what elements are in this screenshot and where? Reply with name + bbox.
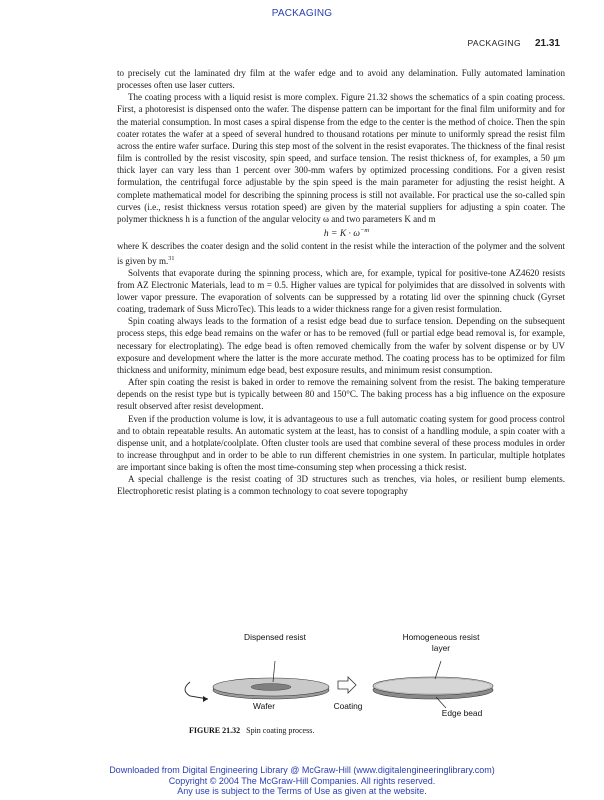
paragraph-3-text: where K describes the coater design and the solid content in the resist while the interaction of the polymer and the solvent is given by m.: [117, 241, 565, 266]
wafer-left: [213, 678, 329, 699]
spin-coating-figure: [178, 628, 508, 723]
rotation-arrowhead: [203, 696, 208, 702]
paragraph-7: Even if the production volume is low, it is advantageous to use a full automatic coating system for good process control and to obtain repeatable results. An automatic system at the least, has to consist of a handling module, a spin coater with a dispense unit, and a hotplate/coolplate. Often cluster tools are used that combine several of these process modules in order to increase throughput and in order to be able to run different chemistries in one system. In particular, multiple hotplates are important since baking is often the most time-consuming step when processing a thick resist.: [117, 413, 565, 473]
homogeneous-pointer: [435, 661, 441, 679]
paragraph-4: Solvents that evaporate during the spinning process, which are, for example, typical for positive-tone AZ4620 resists from AZ Electronic Materials, lead to m = 0.5. Higher values are typical for polyimides that are dissolved in solvents with lower vapor pressure. The evaporation of solvents can be suppressed by a rotating lid over the spinning chuck (Gyrset coating, trademark of Suss MicroTec). This leads to a wider thickness range for a given resist formulation.: [117, 267, 565, 315]
running-head-section: PACKAGING: [467, 38, 521, 48]
paragraph-8: A special challenge is the resist coating of 3D structures such as trenches, via holes, or resilient bump elements. Electrophoretic resist plating is a common technology to coat severe topography: [117, 474, 565, 497]
label-edge-bead: Edge bead: [441, 708, 483, 718]
rotation-arrow: [185, 682, 208, 699]
dispensed-resist-puddle: [251, 684, 291, 691]
figure-caption-text: Spin coating process.: [246, 726, 315, 735]
copyright-footer: [0, 765, 604, 797]
footnote-ref: 31: [168, 254, 175, 262]
paragraph-3: [117, 240, 565, 266]
thickness-equation: [117, 225, 565, 240]
process-arrow-icon: [338, 677, 356, 693]
paragraph-5: Spin coating always leads to the formation of a resist edge bead due to surface tension. Depending on the subsequent process steps, this edge bead remains on the wafer or has to be removed (full or partial edge bead removal is, for example, necessary for electroplating). The edge bead is often removed chemically from the wafer by solvent dispense or by UV exposure and development where the latter is the more accurate method. The coating process has to be optimized for film thickness and uniformity, minimum edge bead, best exposure results, and minimum resist consumption.: [117, 316, 565, 375]
running-head: [467, 38, 560, 49]
label-coating: Coating: [333, 701, 363, 711]
figure-number: FIGURE 21.32: [189, 726, 241, 735]
paragraph-6: After spin coating the resist is baked in order to remove the remaining solvent from the resist. The baking temperature depends on the resist type but is typically between 80 and 150°C. The baking process has a big influence on the exposure result observed after resist development.: [117, 377, 565, 412]
wafer-right: [373, 677, 493, 699]
paragraph-2: The coating process with a liquid resist is more complex. Figure 21.32 shows the schematics of a spin coating process. First, a photoresist is dispensed onto the wafer. The dispense pattern can be important for the final film uniformity and for the material consumption. In most cases a spiral dispense from the edge to the center is the method of choice. Then the spin coater rotates the wafer at a speed of several hundred to thousand rotations per minute to uniformly spread the resist film across the entire wafer surface. During this step most of the solvent in the resist evaporates. The thickness of the final resist film is controlled by the resist viscosity, spin speed, and surface tension. The resist thickness of, for examples, a 50 μm thick layer can vary less than 1 percent over 300-mm wafers by optimized processing conditions. For a given resist formulation, the centrifugal force adjustable by the spin speed is the main parameter for adjusting the resist height. A complete mathematical model for describing the spinning process is still not available. For practical use the so-called spin curves (i.e., resist thickness versus rotation speed) are given by the material suppliers for adjusting a spin coater. The polymer thickness h is a function of the angular velocity ω and two parameters K and m: [117, 92, 565, 224]
label-dispensed-resist: Dispensed resist: [244, 632, 306, 642]
footer-copyright: Copyright © 2004 The McGraw-Hill Companies. All rights reserved.: [168, 775, 436, 786]
paragraph-1: to precisely cut the laminated dry film at the wafer edge and to avoid any delamination. Fully automated lamination processes often use laser cutters.: [117, 68, 565, 91]
source-banner: PACKAGING: [271, 8, 333, 19]
footer-download-link[interactable]: Downloaded from Digital Engineering Library @ McGraw-Hill (www.digitalengineeringlibrary.com): [109, 765, 495, 775]
label-homogeneous-resist: Homogeneous resist layer: [402, 632, 480, 653]
label-wafer: Wafer: [252, 701, 276, 711]
body-text: [117, 67, 565, 498]
equation-exponent: −m: [360, 227, 370, 235]
equation-body: h = K · ω: [323, 229, 360, 240]
figure-caption: [189, 726, 314, 735]
footer-terms: Any use is subject to the Terms of Use as given at the website.: [177, 786, 427, 796]
homogeneous-resist-layer: [373, 677, 493, 695]
page-number: 21.31: [534, 38, 560, 49]
